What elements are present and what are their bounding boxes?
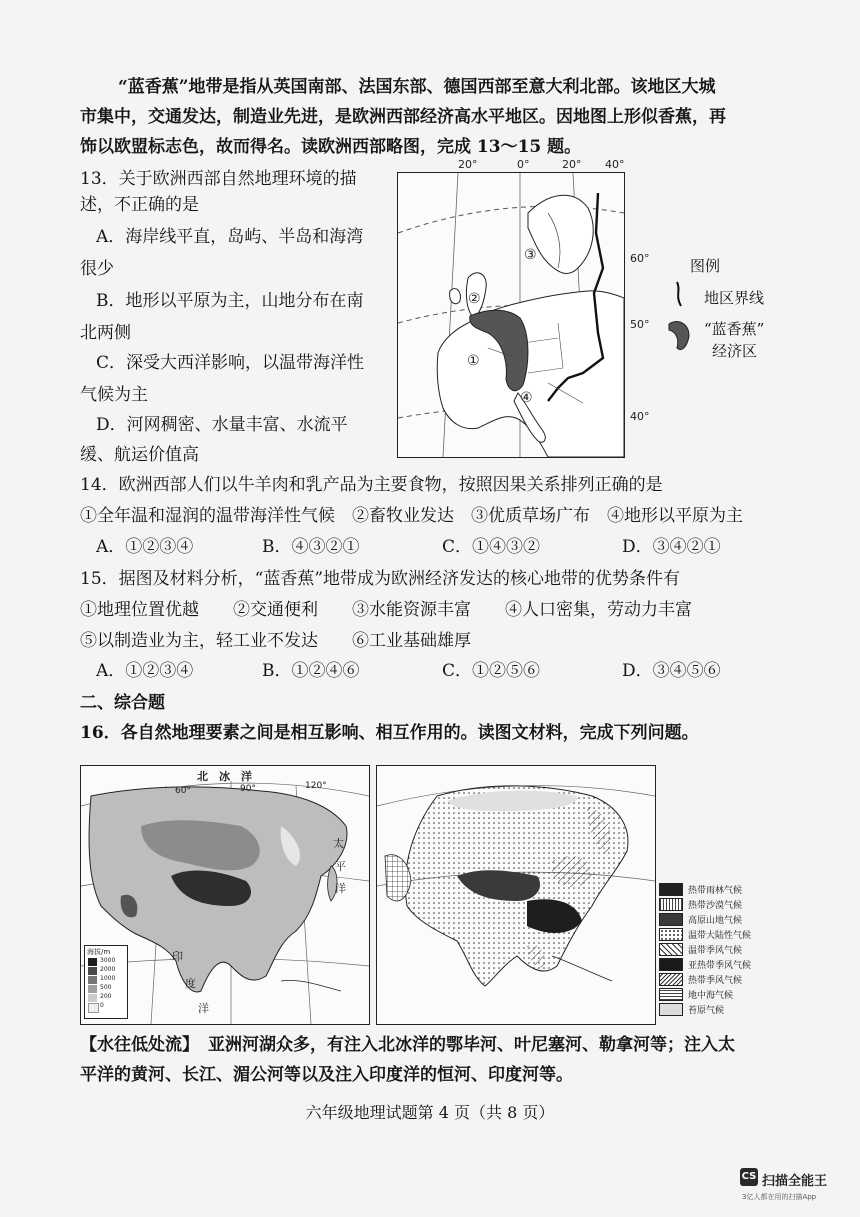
climate-legend [659, 883, 779, 1023]
europe-lon-40e: 40° [605, 158, 625, 171]
europe-marker-1: ① [467, 353, 480, 369]
q13-option-c-1: C．深受大西洋影响，以温带海洋性 [96, 353, 365, 373]
q14-option-a: A．①②③④ [96, 537, 194, 557]
elevation-level-2000: 2000 [100, 966, 116, 973]
legend-mediterranean: 地中海气候 [659, 988, 733, 1001]
europe-lon-20w: 20° [458, 158, 478, 171]
legend-tropical-rainforest: 热带雨林气候 [659, 883, 742, 896]
q13-option-a-1: A．海岸线平直，岛屿、半岛和海湾 [96, 227, 364, 247]
scanner-name: 扫描全能王 [762, 1174, 828, 1189]
scanner-logo: CS [740, 1168, 758, 1186]
q15-stem: 15．据图及材料分析，“蓝香蕉”地带成为欧洲经济发达的核心地带的优势条件有 [80, 569, 681, 589]
asia-climate-drawing [377, 766, 655, 1024]
q16-stem: 16．各自然地理要素之间是相互影响、相互作用的。读图文材料，完成下列问题。 [80, 723, 699, 743]
material-title: 【水往低处流】 [80, 1035, 199, 1055]
q13-stem-1: 13．关于欧洲西部自然地理环境的描 [80, 169, 357, 189]
q15-items-2: ⑤以制造业为主，轻工业不发达 ⑥工业基础雄厚 [80, 631, 471, 651]
q13-option-b-1: B．地形以平原为主，山地分布在南 [96, 291, 364, 311]
europe-lon-20e: 20° [562, 158, 582, 171]
section-2-heading: 二、综合题 [80, 693, 165, 713]
terrain-indian-1: 印 [172, 950, 183, 963]
q14-option-c: C．①④③② [442, 537, 541, 557]
terrain-arctic-ocean: 北 冰 洋 [197, 770, 252, 783]
elevation-title: 海拔/m [87, 948, 111, 956]
europe-legend-zone-1: “蓝香蕉” [704, 320, 765, 338]
boundary-legend-symbol [673, 280, 687, 308]
banana-legend-symbol [665, 318, 693, 354]
intro-line-3: 饰以欧盟标志色，故而得名。读欧洲西部略图，完成 13～15 题。 [80, 137, 582, 157]
europe-legend-zone-2: 经济区 [712, 342, 758, 360]
asia-climate-map [376, 765, 656, 1025]
terrain-lon-120: 120° [305, 781, 327, 791]
q15-items-1: ①地理位置优越 ②交通便利 ③水能资源丰富 ④人口密集，劳动力丰富 [80, 600, 692, 620]
terrain-lon-60: 60° [175, 786, 191, 796]
intro-line-2: 市集中，交通发达，制造业先进，是欧洲西部经济高水平地区。因地图上形似香蕉，再 [80, 107, 726, 127]
europe-lon-0: 0° [517, 158, 530, 171]
europe-lat-40: 40° [630, 410, 650, 423]
legend-tundra: 苔原气候 [659, 1003, 724, 1016]
europe-marker-2: ② [468, 291, 481, 307]
elevation-legend [84, 945, 128, 1019]
scanner-tagline: 3亿人都在用的扫描App [742, 1193, 817, 1201]
terrain-pacific-1: 太 [333, 837, 344, 850]
europe-map [397, 172, 625, 458]
elevation-level-1000: 1000 [100, 975, 116, 982]
q14-stem: 14．欧洲西部人们以牛羊肉和乳产品为主要食物，按照因果关系排列正确的是 [80, 475, 663, 495]
q13-option-d-2: 缓、航运价值高 [80, 445, 199, 465]
europe-lat-60: 60° [630, 252, 650, 265]
q15-option-b: B．①②④⑥ [262, 661, 360, 681]
legend-temperate-monsoon: 温带季风气候 [659, 943, 742, 956]
q13-option-c-2: 气候为主 [80, 385, 148, 405]
q15-option-c: C．①②⑤⑥ [442, 661, 541, 681]
terrain-pacific-3: 洋 [335, 882, 346, 895]
europe-legend-title: 图例 [690, 257, 721, 275]
q14-option-d: D．③④②① [622, 537, 721, 557]
q13-stem-2: 述，不正确的是 [80, 195, 199, 215]
europe-map-drawing [398, 173, 624, 457]
legend-subtropical-monsoon: 亚热带季风气候 [659, 958, 751, 971]
elevation-level-200: 200 [100, 993, 112, 1000]
europe-marker-4: ④ [520, 390, 533, 406]
q13-option-a-2: 很少 [80, 259, 114, 279]
elevation-level-500: 500 [100, 984, 112, 991]
q14-items: ①全年温和湿润的温带海洋性气候 ②畜牧业发达 ③优质草场广布 ④地形以平原为主 [80, 506, 743, 526]
europe-legend-boundary: 地区界线 [704, 289, 765, 307]
q13-option-b-2: 北两侧 [80, 323, 131, 343]
legend-highland: 高原山地气候 [659, 913, 742, 926]
intro-line-1: “蓝香蕉”地带是指从英国南部、法国东部、德国西部至意大利北部。该地区大城 [118, 77, 716, 97]
legend-temperate-continental: 温带大陆性气候 [659, 928, 751, 941]
terrain-lon-90: 90° [240, 784, 256, 794]
material-line-2: 平洋的黄河、长江、湄公河等以及注入印度洋的恒河、印度河等。 [80, 1065, 573, 1085]
elevation-level-0: 0 [100, 1002, 104, 1009]
q14-option-b: B．④③②① [262, 537, 360, 557]
q15-option-d: D．③④⑤⑥ [622, 661, 721, 681]
q15-option-a: A．①②③④ [96, 661, 194, 681]
q13-option-d-1: D．河网稠密、水量丰富、水流平 [96, 415, 348, 435]
terrain-indian-3: 洋 [198, 1002, 209, 1015]
legend-tropical-monsoon: 热带季风气候 [659, 973, 742, 986]
material-line-1: 亚洲河湖众多，有注入北冰洋的鄂毕河、叶尼塞河、勒拿河等；注入太 [208, 1035, 735, 1055]
europe-lat-50: 50° [630, 318, 650, 331]
page-footer: 六年级地理试题第 4 页（共 8 页） [305, 1103, 555, 1122]
terrain-pacific-2: 平 [335, 860, 346, 873]
terrain-indian-2: 度 [185, 977, 196, 990]
elevation-level-3000: 3000 [100, 957, 116, 964]
legend-tropical-desert: 热带沙漠气候 [659, 898, 742, 911]
europe-marker-3: ③ [524, 247, 537, 263]
